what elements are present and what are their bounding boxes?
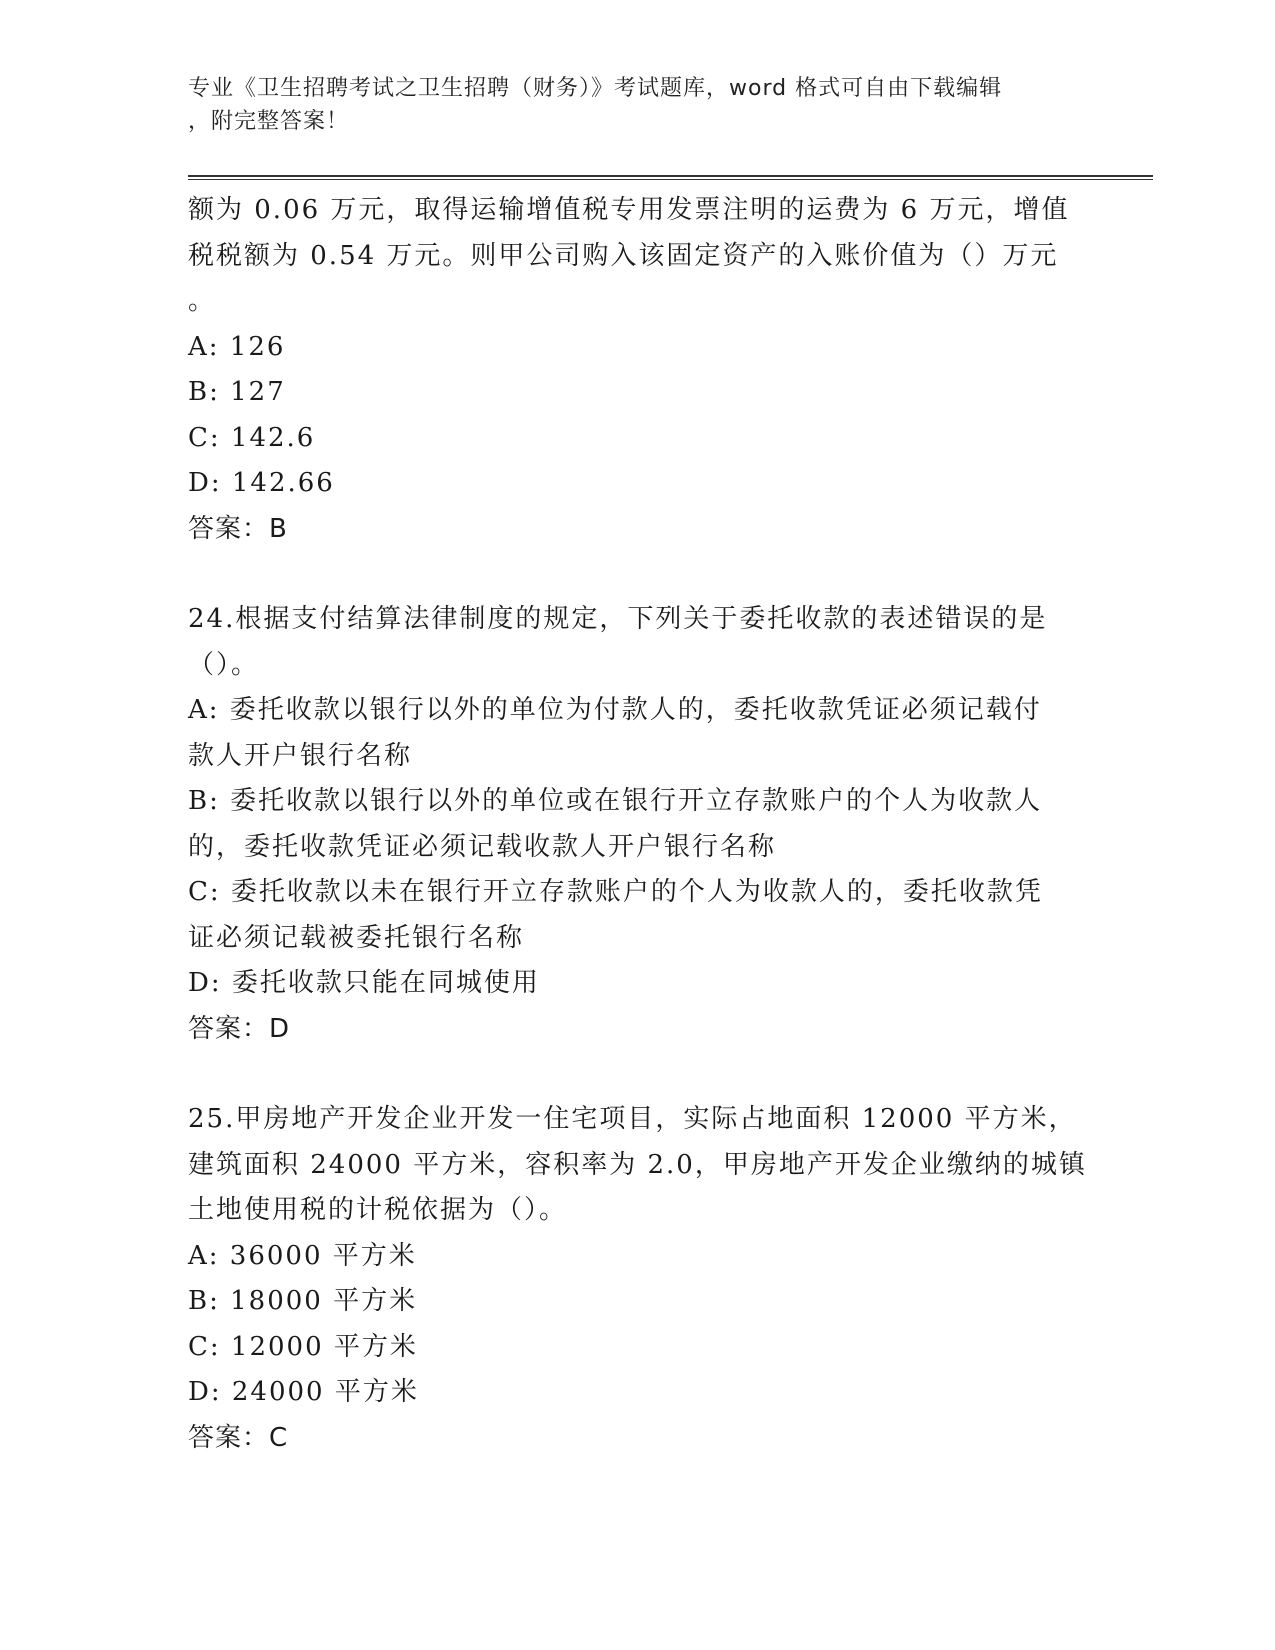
- option-a: A: 36000 平方米: [188, 1240, 417, 1271]
- option-c: C: 142.6: [188, 422, 316, 453]
- question-stem-line: （）。: [188, 649, 260, 680]
- question-stem-line: 额为 0.06 万元，取得运输增值税专用发票注明的运费为 6 万元，增值: [188, 195, 1070, 225]
- question-stem-line: 土地使用税的计税依据为（）。: [188, 1195, 568, 1225]
- option-d: D: 24000 平方米: [188, 1377, 419, 1407]
- question-24: [188, 597, 1088, 1052]
- header-divider: [188, 175, 1153, 180]
- option-b-line: 的，委托收款凭证必须记载收款人开户银行名称: [188, 831, 777, 862]
- option-c-line: 证必须记载被委托银行名称: [188, 922, 525, 953]
- option-a-line: A: 委托收款以银行以外的单位为付款人的，委托收款凭证必须记载付: [188, 695, 1042, 725]
- question-25: [188, 1097, 1088, 1461]
- answer-line: 答案：B: [188, 513, 288, 544]
- option-c: C: 12000 平方米: [188, 1331, 418, 1362]
- answer-line: 答案：D: [188, 1013, 291, 1044]
- question-stem-line: 25.甲房地产开发企业开发一住宅项目，实际占地面积 12000 平方米，: [188, 1104, 1077, 1134]
- option-d: D: 142.66: [188, 468, 335, 498]
- option-d: D: 委托收款只能在同城使用: [188, 968, 540, 998]
- spacer: [188, 552, 1088, 597]
- option-a: A: 126: [188, 331, 286, 362]
- option-b: B: 127: [188, 377, 286, 407]
- question-stem-line: 。: [188, 286, 217, 316]
- option-b: B: 18000 平方米: [188, 1286, 418, 1316]
- document-body: [188, 188, 1088, 1461]
- question-stem-line: 建筑面积 24000 平方米，容积率为 2.0，甲房地产开发企业缴纳的城镇: [188, 1149, 1087, 1180]
- header-line-2: ，附完整答案！: [188, 109, 350, 134]
- header-line-1: 专业《卫生招聘考试之卫生招聘（财务）》考试题库，word 格式可自由下载编辑: [188, 76, 1003, 101]
- question-stem-line: 24.根据支付结算法律制度的规定，下列关于委托收款的表述错误的是: [188, 604, 1048, 634]
- answer-line: 答案：C: [188, 1422, 289, 1453]
- option-a-line: 款人开户银行名称: [188, 740, 413, 771]
- question-23: [188, 188, 1088, 552]
- page-header: [188, 72, 1068, 138]
- question-stem-line: 税税额为 0.54 万元。则甲公司购入该固定资产的入账价值为（）万元: [188, 240, 1059, 271]
- spacer: [188, 1052, 1088, 1097]
- option-b-line: B: 委托收款以银行以外的单位或在银行开立存款账户的个人为收款人: [188, 786, 1043, 816]
- option-c-line: C: 委托收款以未在银行开立存款账户的个人为收款人的，委托收款凭: [188, 877, 1043, 907]
